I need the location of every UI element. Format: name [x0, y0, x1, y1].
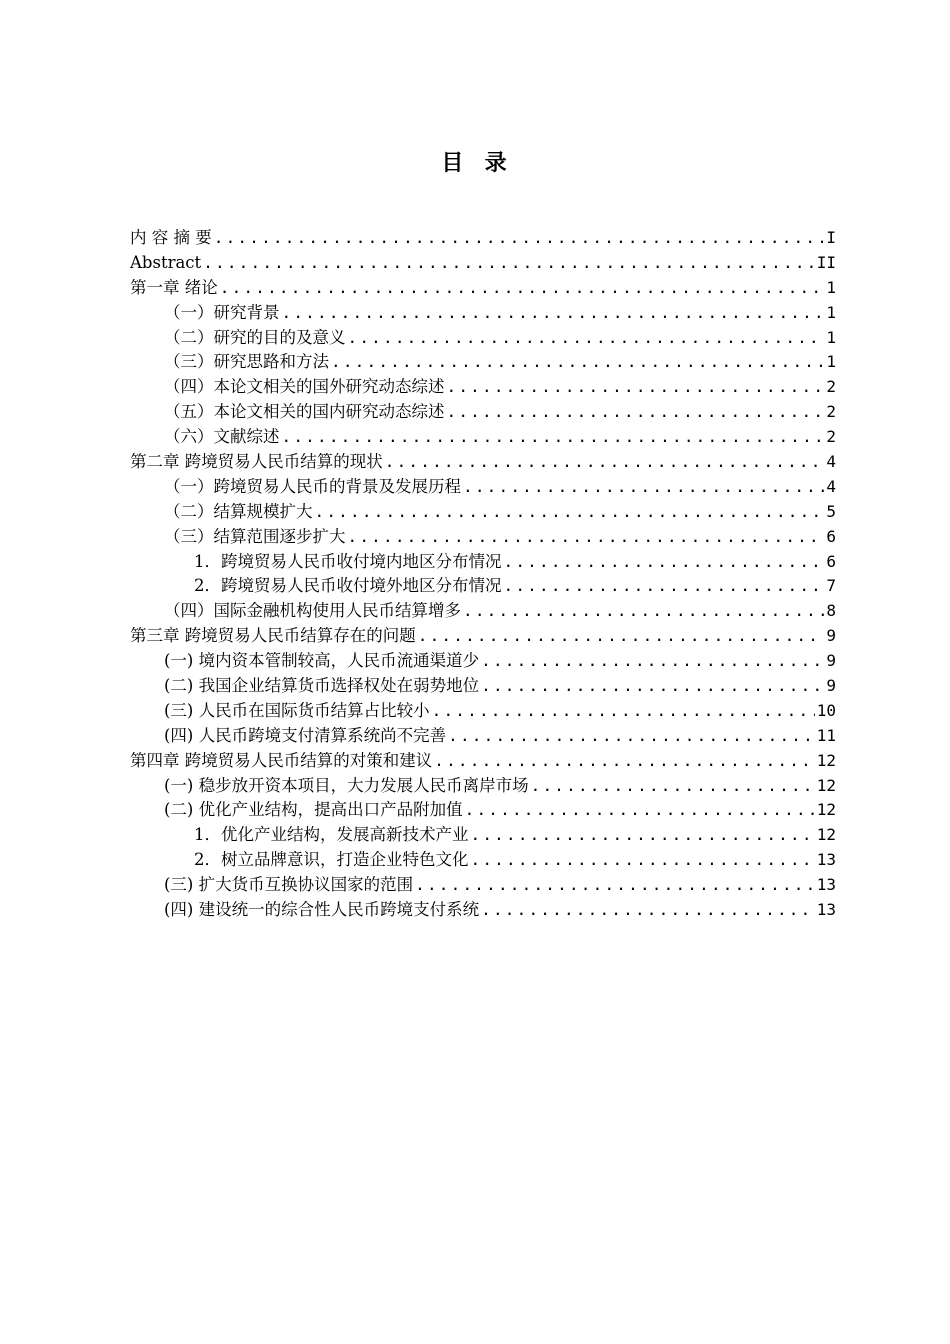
toc-entry-title: （一）研究背景 [164, 302, 280, 322]
toc-entry-title: （一）跨境贸易人民币的背景及发展历程 [164, 476, 461, 496]
toc-entry[interactable] [130, 724, 836, 749]
toc-dot-leader [481, 898, 815, 923]
toc-dot-leader [504, 574, 825, 599]
toc-dot-leader [282, 301, 825, 326]
toc-entry-title: （四）本论文相关的国外研究动态综述 [164, 377, 445, 397]
toc-entry[interactable] [130, 873, 836, 898]
toc-page-number: 6 [826, 526, 836, 546]
toc-entry-title: 内 容 摘 要 [130, 228, 212, 247]
toc-page-number: 1 [826, 277, 836, 297]
toc-entry[interactable] [130, 823, 836, 848]
toc-dot-leader [434, 749, 814, 774]
toc-entry-title: （五）本论文相关的国内研究动态综述 [164, 402, 445, 422]
toc-entry-title: (一) 境内资本管制较高，人民币流通渠道少 [164, 651, 480, 671]
toc-page-number: I [826, 228, 836, 247]
toc-page-number: 13 [816, 875, 836, 895]
toc-entry-title: （三）研究思路和方法 [164, 352, 329, 372]
toc-entry-title: (三) 扩大货币互换协议国家的范围 [164, 875, 414, 895]
toc-entry[interactable] [130, 550, 836, 575]
toc-page-number: 2 [826, 377, 836, 397]
toc-entry[interactable] [130, 699, 836, 724]
toc-entry[interactable] [130, 649, 836, 674]
toc-entry[interactable] [130, 500, 836, 525]
toc-entry[interactable] [130, 798, 836, 823]
toc-entry[interactable] [130, 624, 836, 649]
toc-entry-title: Abstract [130, 252, 202, 272]
toc-entry-title: 1．优化产业结构，发展高新技术产业 [194, 825, 469, 845]
toc-page-number: II [816, 252, 836, 272]
toc-dot-leader [504, 550, 825, 575]
toc-dot-leader [348, 326, 825, 351]
toc-page-number: 6 [826, 551, 836, 571]
toc-entry[interactable] [130, 226, 836, 251]
toc-page-number: 10 [816, 700, 836, 720]
toc-entry-title: (二) 优化产业结构，提高出口产品附加值 [164, 800, 463, 820]
toc-entry-title: 第四章 跨境贸易人民币结算的对策和建议 [130, 750, 433, 770]
toc-entry-title: 2．树立品牌意识，打造企业特色文化 [194, 850, 469, 870]
toc-entry[interactable] [130, 375, 836, 400]
toc-entry[interactable] [130, 574, 836, 599]
toc-entry-title: (四) 建设统一的综合性人民币跨境支付系统 [164, 900, 480, 920]
toc-entry[interactable] [130, 525, 836, 550]
toc-dot-leader [418, 624, 825, 649]
toc-entry[interactable] [130, 400, 836, 425]
toc-dot-leader [463, 475, 824, 500]
toc-entry-title: （四）国际金融机构使用人民币结算增多 [164, 601, 461, 621]
toc-dot-leader [481, 649, 824, 674]
toc-page-number: 7 [826, 576, 836, 596]
toc-entry-title: (二) 我国企业结算货币选择权处在弱势地位 [164, 676, 480, 696]
toc-page-number: 12 [816, 750, 836, 770]
toc-dot-leader [203, 251, 815, 276]
toc-page-number: 9 [826, 676, 836, 696]
toc-dot-leader [471, 823, 815, 848]
toc-dot-leader [481, 674, 824, 699]
toc-entry-title: (三) 人民币在国际货币结算占比较小 [164, 700, 430, 720]
toc-dot-leader [448, 724, 815, 749]
toc-page-number: 1 [826, 352, 836, 372]
toc-entry[interactable] [130, 898, 836, 923]
toc-dot-leader [385, 450, 825, 475]
toc-dot-leader [282, 425, 825, 450]
toc-entry[interactable] [130, 475, 836, 500]
toc-entry-title: （六）文献综述 [164, 427, 280, 447]
toc-page-number: 12 [816, 775, 836, 795]
toc-page-number: 13 [816, 900, 836, 920]
page-title: 目 录 [441, 151, 509, 176]
toc-dot-leader [214, 226, 825, 251]
toc-page-number: 11 [816, 725, 836, 745]
toc-dot-leader [463, 599, 824, 624]
toc-dot-leader [348, 525, 825, 550]
toc-page-number: 1 [826, 302, 836, 322]
toc-entry-title: (四) 人民币跨境支付清算系统尚不完善 [164, 725, 447, 745]
toc-page-number: 4 [826, 476, 836, 496]
toc-dot-leader [465, 798, 815, 823]
toc-page-number: 4 [826, 452, 836, 472]
toc-entry[interactable] [130, 749, 836, 774]
toc-page-number: 2 [826, 402, 836, 422]
toc-page-number: 9 [826, 626, 836, 646]
toc-entry[interactable] [130, 251, 836, 276]
toc-entry-title: 1．跨境贸易人民币收付境内地区分布情况 [194, 551, 502, 571]
toc-entry[interactable] [130, 599, 836, 624]
toc-dot-leader [315, 500, 825, 525]
toc-entry-title: 第一章 绪论 [130, 277, 218, 297]
toc-entry-title: 2．跨境贸易人民币收付境外地区分布情况 [194, 576, 502, 596]
toc-entry[interactable] [130, 674, 836, 699]
toc-entry-title: （二）研究的目的及意义 [164, 327, 346, 347]
toc-dot-leader [415, 873, 815, 898]
toc-dot-leader [447, 375, 825, 400]
toc-dot-leader [220, 276, 825, 301]
toc-page-number: 12 [816, 800, 836, 820]
toc-dot-leader [432, 699, 815, 724]
toc-page-number: 12 [816, 825, 836, 845]
toc-entry-title: （三）结算范围逐步扩大 [164, 526, 346, 546]
toc-entry[interactable] [130, 774, 836, 799]
toc-entry[interactable] [130, 326, 836, 351]
toc-dot-leader [331, 350, 824, 375]
toc-entry-title: 第二章 跨境贸易人民币结算的现状 [130, 452, 383, 472]
table-of-contents [130, 226, 836, 923]
toc-page-number: 2 [826, 427, 836, 447]
toc-entry[interactable] [130, 276, 836, 301]
toc-page-number: 5 [826, 501, 836, 521]
toc-entry[interactable] [130, 450, 836, 475]
toc-page-number: 9 [826, 651, 836, 671]
toc-entry[interactable] [130, 425, 836, 450]
toc-entry[interactable] [130, 848, 836, 873]
toc-entry[interactable] [130, 301, 836, 326]
toc-dot-leader [471, 848, 815, 873]
toc-page-number: 1 [826, 327, 836, 347]
toc-entry-title: （二）结算规模扩大 [164, 501, 313, 521]
toc-page-number: 8 [826, 601, 836, 621]
toc-entry-title: 第三章 跨境贸易人民币结算存在的问题 [130, 626, 416, 646]
toc-entry[interactable] [130, 350, 836, 375]
toc-dot-leader [447, 400, 825, 425]
toc-entry-title: (一) 稳步放开资本项目，大力发展人民币离岸市场 [164, 775, 529, 795]
toc-dot-leader [531, 774, 815, 799]
toc-page-number: 13 [816, 850, 836, 870]
